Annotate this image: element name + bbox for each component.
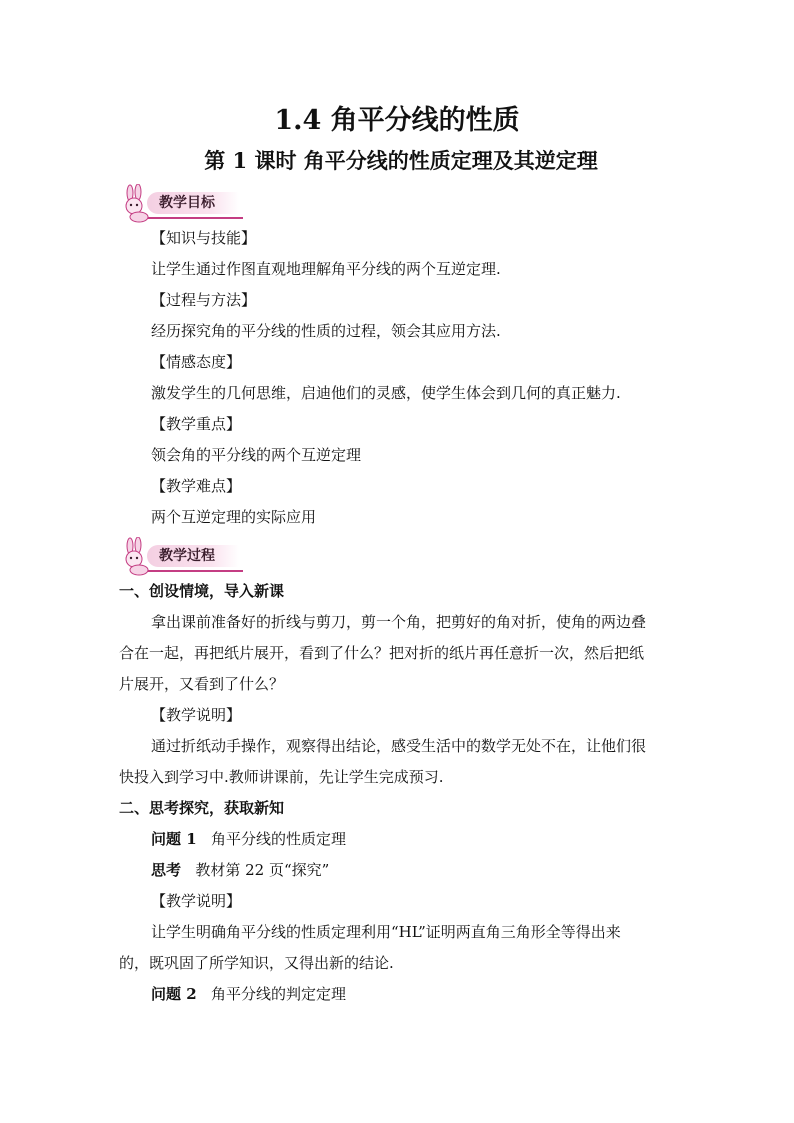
section1-para-line: 合在一起，再把纸片展开，看到了什么？把对折的纸片再任意折一次，然后把纸	[119, 644, 645, 662]
key-label: 【教学重点】	[151, 415, 242, 433]
section1-heading: 一、创设情境，导入新课	[119, 582, 285, 600]
section1-note-line: 快投入到学习中.教师讲课前，先让学生完成预习.	[119, 768, 444, 786]
key-text: 领会角的平分线的两个互逆定理	[151, 446, 362, 464]
knowledge-text: 让学生通过作图直观地理解角平分线的两个互逆定理.	[151, 260, 501, 278]
question-2-text: 角平分线的判定定理	[210, 985, 346, 1003]
objectives-banner	[119, 184, 244, 224]
section1-note-line: 通过折纸动手操作，观察得出结论，感受生活中的数学无处不在，让他们很	[151, 737, 647, 755]
section2-note-line: 让学生明确角平分线的性质定理利用“HL”证明两直角三角形全等得出来	[151, 923, 621, 941]
page-subtitle: 第 1 课时 角平分线的性质定理及其逆定理	[204, 148, 598, 173]
section2-heading: 二、思考探究，获取新知	[119, 799, 285, 817]
attitude-text: 激发学生的几何思维，启迪他们的灵感，使学生体会到几何的真正魅力.	[151, 384, 621, 402]
rabbit-icon	[119, 537, 155, 577]
difficulty-label: 【教学难点】	[151, 477, 242, 495]
banner-label: 教学过程	[159, 548, 215, 564]
section2-note-label: 【教学说明】	[151, 892, 242, 910]
question-2-label: 问题 2	[151, 985, 197, 1003]
banner-label: 教学目标	[159, 195, 215, 211]
attitude-label: 【情感态度】	[151, 353, 242, 371]
think-text: 教材第 22 页“探究”	[195, 861, 330, 879]
method-text: 经历探究角的平分线的性质的过程，领会其应用方法.	[151, 322, 501, 340]
question-1-text: 角平分线的性质定理	[210, 830, 346, 848]
question-1	[151, 829, 346, 849]
section1-para-line: 拿出课前准备好的折线与剪刀，剪一个角，把剪好的角对折，使角的两边叠	[151, 613, 647, 631]
think	[151, 860, 329, 880]
question-2	[151, 984, 346, 1004]
think-label: 思考	[151, 861, 182, 879]
banner-underline	[147, 570, 243, 572]
difficulty-text: 两个互逆定理的实际应用	[151, 508, 317, 526]
question-1-label: 问题 1	[151, 830, 197, 848]
knowledge-label: 【知识与技能】	[151, 229, 257, 247]
section2-note-line: 的，既巩固了所学知识，又得出新的结论.	[119, 954, 394, 972]
section1-para-line: 片展开，又看到了什么？	[119, 675, 285, 693]
process-banner	[119, 537, 244, 577]
rabbit-icon	[119, 184, 155, 224]
method-label: 【过程与方法】	[151, 291, 257, 309]
banner-underline	[147, 217, 243, 219]
page-title: 1.4 角平分线的性质	[274, 105, 520, 136]
section1-note-label: 【教学说明】	[151, 706, 242, 724]
